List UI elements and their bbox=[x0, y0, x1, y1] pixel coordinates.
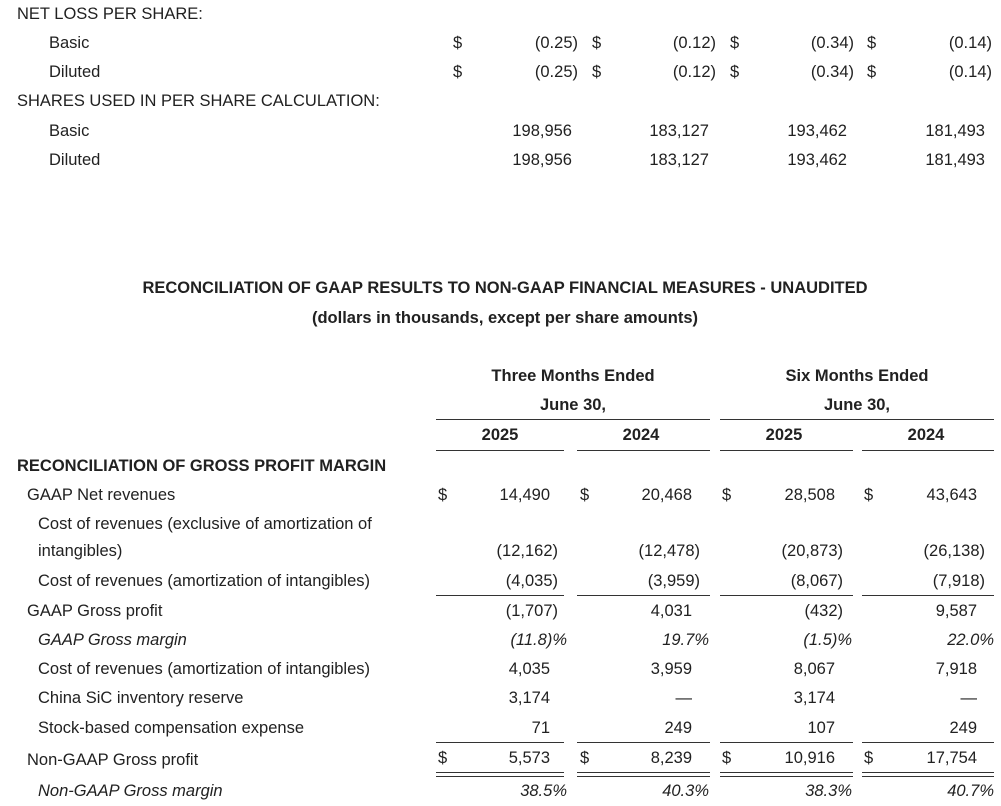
dollar-sign: $ bbox=[438, 486, 448, 504]
row-label: China SiC inventory reserve bbox=[38, 689, 244, 707]
table-cell: 8,239 bbox=[650, 749, 692, 767]
shares-diluted-label: Diluted bbox=[49, 151, 101, 169]
dollar-sign: $ bbox=[722, 749, 732, 767]
reconciliation-title: RECONCILIATION OF GAAP RESULTS TO NON-GAAP FINANCIAL MEASURES - UNAUDITED bbox=[142, 279, 868, 297]
table-cell: (3,959) bbox=[647, 572, 700, 590]
dollar-sign: $ bbox=[580, 486, 590, 504]
subtotal-rule bbox=[862, 595, 994, 596]
table-cell: 249 bbox=[664, 719, 692, 737]
table-cell: 22.0% bbox=[947, 631, 994, 649]
table-cell: 19.7% bbox=[662, 631, 709, 649]
eps-basic-label: Basic bbox=[49, 34, 90, 52]
table-cell: 9,587 bbox=[935, 602, 977, 620]
table-cell: — bbox=[675, 689, 692, 707]
total-double-rule bbox=[862, 772, 994, 777]
table-cell: 8,067 bbox=[793, 660, 835, 678]
table-cell: 20,468 bbox=[641, 486, 692, 504]
shares-basic-label: Basic bbox=[49, 122, 90, 140]
table-cell: (7,918) bbox=[932, 572, 985, 590]
table-cell: 5,573 bbox=[508, 749, 550, 767]
subtotal-rule bbox=[577, 742, 710, 743]
row-label: Non-GAAP Gross profit bbox=[27, 751, 199, 769]
table-cell: (26,138) bbox=[923, 542, 985, 560]
dollar-sign: $ bbox=[722, 486, 732, 504]
table-cell: (1.5)% bbox=[803, 631, 852, 649]
shares-basic-value: 181,493 bbox=[925, 122, 985, 140]
six-months-date: June 30, bbox=[823, 396, 891, 414]
row-label: intangibles) bbox=[38, 542, 123, 560]
table-cell: 38.5% bbox=[520, 782, 567, 800]
table-cell: (4,035) bbox=[505, 572, 558, 590]
table-cell: — bbox=[960, 689, 977, 707]
three-months-date: June 30, bbox=[539, 396, 607, 414]
year-header: 2025 bbox=[481, 426, 519, 444]
shares-used-header: SHARES USED IN PER SHARE CALCULATION: bbox=[17, 92, 380, 110]
dollar-sign: $ bbox=[730, 63, 740, 81]
eps-basic-value: (0.34) bbox=[810, 34, 854, 52]
total-double-rule bbox=[577, 772, 710, 777]
row-label: GAAP Gross profit bbox=[27, 602, 163, 620]
subtotal-rule bbox=[862, 742, 994, 743]
table-cell: (11.8)% bbox=[510, 631, 567, 649]
net-loss-per-share-header: NET LOSS PER SHARE: bbox=[17, 5, 203, 23]
eps-diluted-value: (0.12) bbox=[672, 63, 716, 81]
shares-diluted-value: 183,127 bbox=[649, 151, 709, 169]
table-cell: (12,478) bbox=[638, 542, 700, 560]
total-double-rule bbox=[720, 772, 853, 777]
shares-basic-value: 193,462 bbox=[787, 122, 847, 140]
table-cell: 17,754 bbox=[926, 749, 977, 767]
subtotal-rule bbox=[720, 742, 853, 743]
gross-profit-margin-section-header: RECONCILIATION OF GROSS PROFIT MARGIN bbox=[17, 457, 387, 475]
subtotal-rule bbox=[436, 595, 564, 596]
eps-basic-value: (0.14) bbox=[948, 34, 992, 52]
table-cell: (432) bbox=[804, 602, 843, 620]
table-cell: 38.3% bbox=[805, 782, 852, 800]
eps-diluted-label: Diluted bbox=[49, 63, 101, 81]
table-cell: 107 bbox=[807, 719, 835, 737]
dollar-sign: $ bbox=[580, 749, 590, 767]
header-rule bbox=[436, 419, 710, 420]
dollar-sign: $ bbox=[453, 34, 463, 52]
row-label: Cost of revenues (amortization of intangibles) bbox=[38, 572, 370, 590]
table-cell: 71 bbox=[531, 719, 550, 737]
dollar-sign: $ bbox=[453, 63, 463, 81]
eps-diluted-value: (0.34) bbox=[810, 63, 854, 81]
eps-basic-value: (0.12) bbox=[672, 34, 716, 52]
table-cell: 7,918 bbox=[935, 660, 977, 678]
year-rule bbox=[436, 450, 564, 451]
table-cell: 43,643 bbox=[926, 486, 977, 504]
six-months-header: Six Months Ended bbox=[785, 367, 929, 385]
eps-diluted-value: (0.14) bbox=[948, 63, 992, 81]
row-label: GAAP Gross margin bbox=[38, 631, 187, 649]
three-months-header: Three Months Ended bbox=[491, 367, 655, 385]
row-label: GAAP Net revenues bbox=[27, 486, 176, 504]
shares-diluted-value: 198,956 bbox=[512, 151, 572, 169]
total-double-rule bbox=[436, 772, 564, 777]
eps-diluted-value: (0.25) bbox=[534, 63, 578, 81]
dollar-sign: $ bbox=[867, 63, 877, 81]
year-rule bbox=[862, 450, 994, 451]
table-cell: 40.7% bbox=[947, 782, 994, 800]
dollar-sign: $ bbox=[867, 34, 877, 52]
table-cell: (1,707) bbox=[505, 602, 558, 620]
shares-diluted-value: 193,462 bbox=[787, 151, 847, 169]
year-rule bbox=[720, 450, 853, 451]
table-cell: 40.3% bbox=[662, 782, 709, 800]
subtotal-rule bbox=[720, 595, 853, 596]
eps-basic-value: (0.25) bbox=[534, 34, 578, 52]
year-rule bbox=[577, 450, 710, 451]
year-header: 2024 bbox=[622, 426, 660, 444]
row-label: Non-GAAP Gross margin bbox=[38, 782, 223, 800]
dollar-sign: $ bbox=[864, 486, 874, 504]
row-label: Cost of revenues (exclusive of amortization of bbox=[38, 515, 372, 533]
table-cell: 28,508 bbox=[784, 486, 835, 504]
subtotal-rule bbox=[577, 595, 710, 596]
table-cell: 4,035 bbox=[508, 660, 550, 678]
row-label: Stock-based compensation expense bbox=[38, 719, 304, 737]
dollar-sign: $ bbox=[730, 34, 740, 52]
table-cell: 3,959 bbox=[650, 660, 692, 678]
header-rule bbox=[720, 419, 994, 420]
table-cell: 3,174 bbox=[793, 689, 835, 707]
row-label: Cost of revenues (amortization of intangibles) bbox=[38, 660, 370, 678]
table-cell: 10,916 bbox=[784, 749, 835, 767]
table-cell: 3,174 bbox=[508, 689, 550, 707]
dollar-sign: $ bbox=[592, 63, 602, 81]
table-cell: 249 bbox=[949, 719, 977, 737]
shares-basic-value: 198,956 bbox=[512, 122, 572, 140]
table-cell: 14,490 bbox=[499, 486, 550, 504]
dollar-sign: $ bbox=[592, 34, 602, 52]
table-cell: (20,873) bbox=[781, 542, 843, 560]
dollar-sign: $ bbox=[864, 749, 874, 767]
shares-diluted-value: 181,493 bbox=[925, 151, 985, 169]
table-cell: (12,162) bbox=[496, 542, 558, 560]
year-header: 2024 bbox=[907, 426, 945, 444]
table-cell: 4,031 bbox=[650, 602, 692, 620]
shares-basic-value: 183,127 bbox=[649, 122, 709, 140]
reconciliation-subtitle: (dollars in thousands, except per share amounts) bbox=[311, 309, 698, 327]
table-cell: (8,067) bbox=[790, 572, 843, 590]
subtotal-rule bbox=[436, 742, 564, 743]
year-header: 2025 bbox=[765, 426, 803, 444]
dollar-sign: $ bbox=[438, 749, 448, 767]
